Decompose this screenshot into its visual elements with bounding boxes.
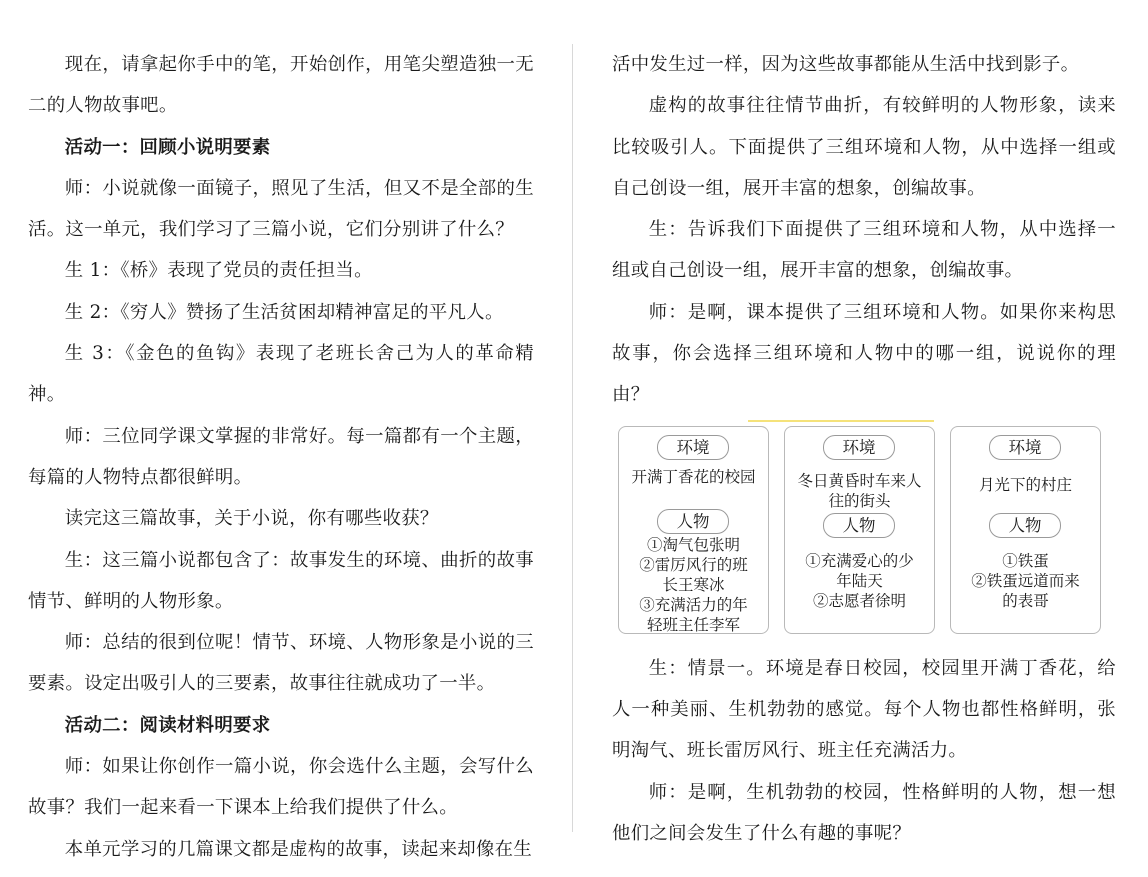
paragraph: 生：告诉我们下面提供了三组环境和人物，从中选择一组或自己创设一组，展开丰富的想象，创编故事。 bbox=[612, 219, 1116, 282]
scenario-card-1 bbox=[618, 426, 769, 634]
paragraph: 读完这三篇故事，关于小说，你有哪些收获？ bbox=[64, 508, 439, 530]
characters-text bbox=[955, 551, 1096, 611]
character-line: 年陆天 bbox=[836, 571, 883, 590]
paragraph: 生：情景一。环境是春日校园，校园里开满丁香花，给人一种美丽、生机勃勃的感觉。每个人物也都性格鲜明，张明淘气、班长雷厉风行、班主任充满活力。 bbox=[612, 657, 1116, 762]
scenario-card-2 bbox=[784, 426, 935, 634]
section-heading: 活动二：阅读材料明要求 bbox=[64, 714, 271, 736]
highlight-line bbox=[748, 420, 934, 422]
paragraph: 现在，请拿起你手中的笔，开始创作，用笔尖塑造独一无二的人物故事吧。 bbox=[28, 54, 534, 117]
scenario-cards-figure bbox=[618, 426, 1108, 642]
characters-text bbox=[789, 551, 930, 611]
characters-label: 人物 bbox=[823, 513, 895, 538]
paragraph: 虚构的故事往往情节曲折，有较鲜明的人物形象，读来比较吸引人。下面提供了三组环境和人物，从中选择一组或自己创设一组，展开丰富的想象，创编故事。 bbox=[612, 95, 1116, 199]
character-line: ③充满活力的年 bbox=[639, 595, 748, 614]
column-divider bbox=[572, 44, 573, 832]
paragraph: 师：如果让你创作一篇小说，你会选什么主题，会写什么故事？我们一起来看一下课本上给我们提供了什么。 bbox=[28, 756, 534, 819]
character-line: ①充满爱心的少 bbox=[805, 551, 914, 570]
environment-text bbox=[955, 475, 1096, 495]
environment-text bbox=[623, 467, 764, 487]
character-line: ①淘气包张明 bbox=[646, 535, 740, 554]
environment-text bbox=[789, 471, 930, 511]
environment-label: 环境 bbox=[657, 435, 729, 460]
environment-label: 环境 bbox=[989, 435, 1061, 460]
character-line: ②志愿者徐明 bbox=[812, 591, 906, 610]
paragraph: 生 1：《桥》表现了党员的责任担当。 bbox=[64, 260, 373, 282]
paragraph: 师：小说就像一面镜子，照见了生活，但又不是全部的生活。这一单元，我们学习了三篇小说，它们分别讲了什么？ bbox=[28, 177, 534, 241]
characters-text bbox=[623, 535, 764, 635]
paragraph: 师：总结的很到位呢！情节、环境、人物形象是小说的三要素。设定出吸引人的三要素，故事往往就成功了一半。 bbox=[28, 632, 534, 695]
paragraph: 生 3：《金色的鱼钩》表现了老班长舍己为人的革命精神。 bbox=[28, 343, 534, 406]
character-line: 轻班主任李军 bbox=[646, 615, 740, 634]
environment-line: 开满丁香花的校园 bbox=[631, 467, 756, 486]
character-line: ②铁蛋远道而来 bbox=[971, 571, 1080, 590]
paragraph: 师：是啊，生机勃勃的校园，性格鲜明的人物，想一想他们之间会发生了什么有趣的事呢？ bbox=[612, 781, 1116, 844]
environment-line: 往的街头 bbox=[828, 491, 891, 510]
paragraph-continued: 活中发生过一样，因为这些故事都能从生活中找到影子。 bbox=[612, 54, 1080, 75]
characters-label: 人物 bbox=[989, 513, 1061, 538]
environment-label: 环境 bbox=[823, 435, 895, 460]
paragraph: 生：这三篇小说都包含了：故事发生的环境、曲折的故事情节、鲜明的人物形象。 bbox=[28, 549, 534, 612]
paragraph: 师：三位同学课文掌握的非常好。每一篇都有一个主题，每篇的人物特点都很鲜明。 bbox=[28, 425, 534, 488]
section-heading: 活动一：回顾小说明要素 bbox=[64, 136, 271, 158]
character-line: 的表哥 bbox=[1002, 591, 1049, 610]
character-line: ①铁蛋 bbox=[1002, 551, 1049, 570]
paragraph: 生 2：《穷人》赞扬了生活贫困却精神富足的平凡人。 bbox=[64, 301, 504, 323]
paragraph: 本单元学习的几篇课文都是虚构的故事，读起来却像在生 bbox=[64, 838, 533, 860]
scenario-card-3 bbox=[950, 426, 1101, 634]
character-line: 长王寒冰 bbox=[662, 575, 725, 594]
environment-line: 冬日黄昏时车来人 bbox=[797, 471, 922, 490]
characters-label: 人物 bbox=[657, 509, 729, 534]
environment-line: 月光下的村庄 bbox=[978, 475, 1072, 494]
right-column bbox=[612, 44, 1116, 854]
paragraph: 师：是啊，课本提供了三组环境和人物。如果你来构思故事，你会选择三组环境和人物中的哪一组，说说你的理由？ bbox=[612, 301, 1116, 406]
character-line: ②雷厉风行的班 bbox=[639, 555, 748, 574]
left-column bbox=[28, 44, 534, 870]
